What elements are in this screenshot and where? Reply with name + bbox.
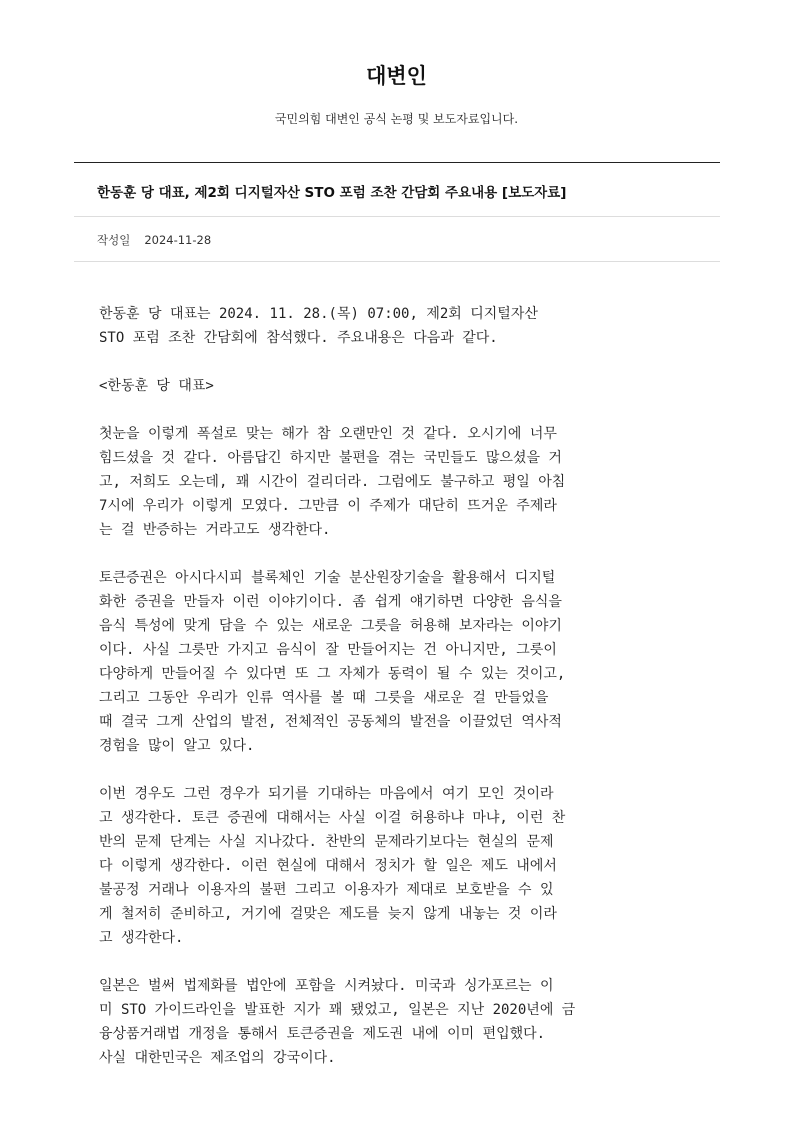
paragraph-line: 화한 증권을 만들자 이런 이야기이다. 좀 쉽게 얘기하면 다양한 음식을 bbox=[99, 594, 562, 610]
paragraph-line: 게 철저히 준비하고, 거기에 걸맞은 제도를 늦지 않게 내놓는 것 이라 bbox=[99, 906, 557, 922]
paragraph-line: 고 생각한다. bbox=[99, 930, 184, 946]
paragraph-line: 이번 경우도 그런 경우가 되기를 기대하는 마음에서 여기 모인 것이라 bbox=[99, 786, 554, 802]
paragraph-line: 다 이렇게 생각한다. 이런 현실에 대해서 정치가 할 일은 제도 내에서 bbox=[99, 858, 557, 874]
article-paragraph bbox=[99, 974, 699, 1070]
site-title[interactable]: 대변인 bbox=[366, 64, 427, 88]
paragraph-line: 한동훈 당 대표는 2024. 11. 28.(목) 07:00, 제2회 디지털자산 bbox=[99, 306, 538, 322]
article-paragraph bbox=[99, 374, 699, 398]
article-paragraph bbox=[99, 566, 699, 758]
paragraph-line: 이다. 사실 그릇만 가지고 음식이 잘 만들어지는 건 아니지만, 그릇이 bbox=[99, 642, 557, 658]
paragraph-line: 고, 저희도 오는데, 꽤 시간이 걸리더라. 그럼에도 불구하고 평일 아침 bbox=[99, 474, 566, 490]
paragraph-line: 일본은 벌써 법제화를 법안에 포함을 시켜놨다. 미국과 싱가포르는 이 bbox=[99, 978, 554, 994]
paragraph-line: 때 결국 그게 산업의 발전, 전체적인 공동체의 발전을 이끌었던 역사적 bbox=[99, 714, 562, 730]
paragraph-line: 반의 문제 단계는 사실 지나갔다. 찬반의 문제라기보다는 현실의 문제 bbox=[99, 834, 554, 850]
article-body bbox=[99, 302, 699, 1094]
paragraph-line: 다양하게 만들어질 수 있다면 또 그 자체가 동력이 될 수 있는 것이고, bbox=[99, 666, 566, 682]
article-paragraph bbox=[99, 422, 699, 542]
paragraph-line: <한동훈 당 대표> bbox=[99, 378, 214, 394]
paragraph-line: STO 포럼 조찬 간담회에 참석했다. 주요내용은 다음과 같다. bbox=[99, 330, 498, 346]
meta-date-label: 작성일 bbox=[97, 233, 131, 247]
paragraph-line: 사실 대한민국은 제조업의 강국이다. bbox=[99, 1050, 336, 1066]
paragraph-line: 경험을 많이 알고 있다. bbox=[99, 738, 255, 754]
post-meta bbox=[97, 232, 211, 248]
article-paragraph bbox=[99, 782, 699, 950]
paragraph-line: 음식 특성에 맞게 담을 수 있는 새로운 그릇을 허용해 보자라는 이야기 bbox=[99, 618, 562, 634]
site-description: 국민의힘 대변인 공식 논평 및 보도자료입니다. bbox=[274, 112, 519, 126]
meta-divider bbox=[74, 261, 720, 262]
paragraph-line: 첫눈을 이렇게 폭설로 맞는 해가 참 오랜만인 것 같다. 오시기에 너무 bbox=[99, 426, 557, 442]
title-divider bbox=[74, 216, 720, 217]
meta-date-value: 2024-11-28 bbox=[144, 233, 212, 247]
paragraph-line: 융상품거래법 개정을 통해서 토큰증권을 제도권 내에 이미 편입했다. bbox=[99, 1026, 546, 1042]
article-paragraph bbox=[99, 302, 699, 350]
paragraph-line: 는 걸 반증하는 거라고도 생각한다. bbox=[99, 522, 331, 538]
post-title: 한동훈 당 대표, 제2회 디지털자산 STO 포럼 조찬 간담회 주요내용 [보도자료] bbox=[97, 185, 567, 201]
paragraph-line: 미 STO 가이드라인을 발표한 지가 꽤 됐었고, 일본은 지난 2020년에 금 bbox=[99, 1002, 576, 1018]
paragraph-line: 7시에 우리가 이렇게 모였다. 그만큼 이 주제가 대단히 뜨거운 주제라 bbox=[99, 498, 557, 514]
paragraph-line: 고 생각한다. 토큰 증권에 대해서는 사실 이걸 허용하냐 마냐, 이런 찬 bbox=[99, 810, 566, 826]
paragraph-line: 불공정 거래나 이용자의 불편 그리고 이용자가 제대로 보호받을 수 있 bbox=[99, 882, 554, 898]
header-divider bbox=[74, 162, 720, 163]
paragraph-line: 토큰증권은 아시다시피 블록체인 기술 분산원장기술을 활용해서 디지털 bbox=[99, 570, 556, 586]
paragraph-line: 그리고 그동안 우리가 인류 역사를 볼 때 그릇을 새로운 걸 만들었을 bbox=[99, 690, 549, 706]
paragraph-line: 힘드셨을 것 같다. 아름답긴 하지만 불편을 겪는 국민들도 많으셨을 거 bbox=[99, 450, 562, 466]
site-header bbox=[0, 0, 793, 127]
